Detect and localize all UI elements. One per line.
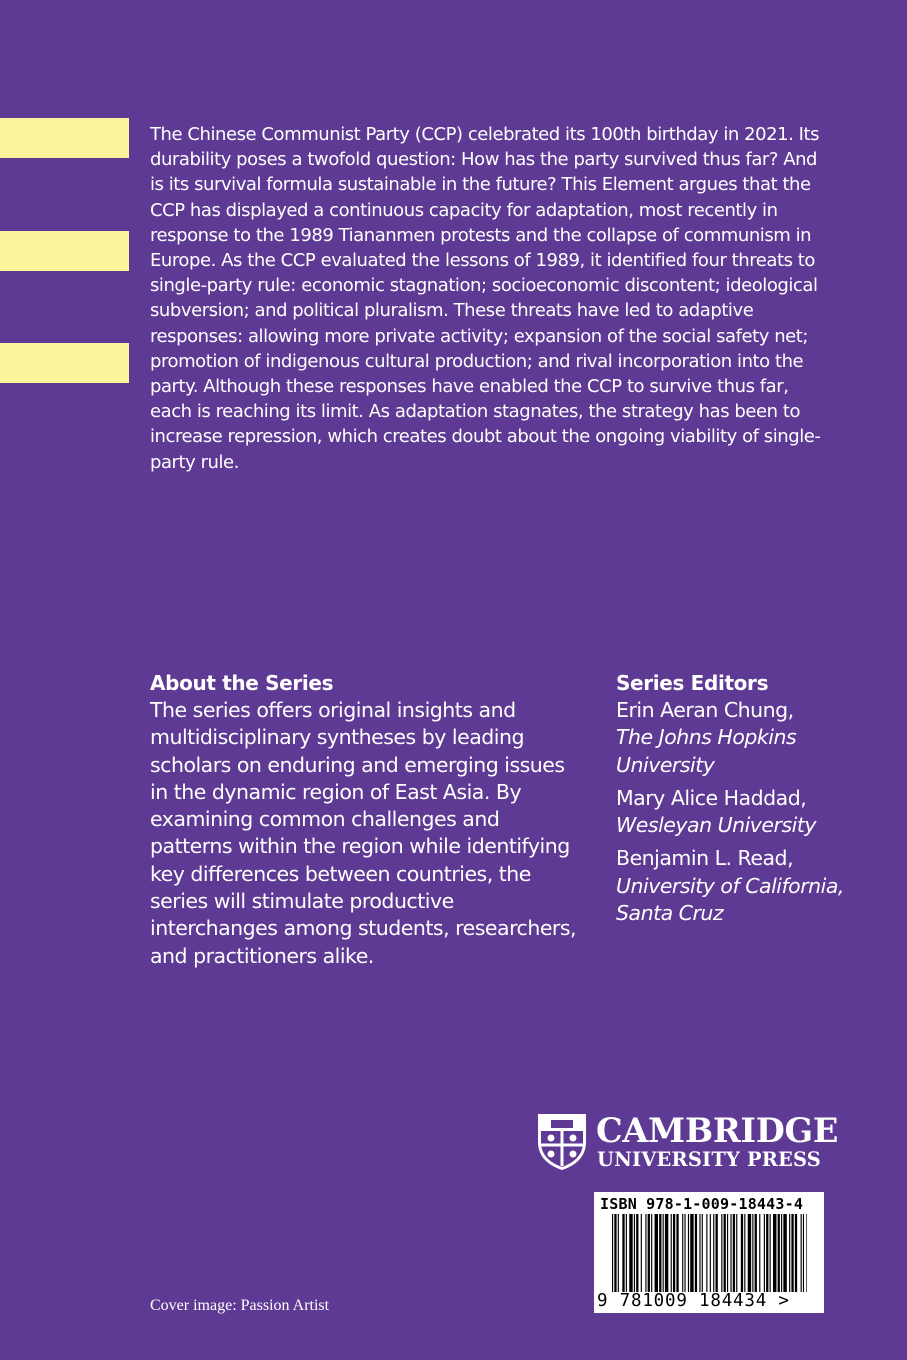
series-editors-section [616,670,856,933]
accent-band-3 [0,343,129,383]
series-editors-heading: Series Editors [616,671,769,695]
editor-name: Mary Alice Haddad, [616,785,807,810]
editor-affiliation: University of California, Santa Cruz [616,873,844,926]
barcode-digits: 9 781009 184434 > [597,1291,790,1311]
cover-image-credit: Cover image: Passion Artist [150,1297,330,1314]
publisher-name: CAMBRIDGE [596,1111,839,1150]
editor-entry [616,697,856,779]
accent-band-1 [0,118,129,158]
book-description: The Chinese Communist Party (CCP) celebrated its 100th birthday in 2021. Its durability poses a twofold question: How has the party survived thus far? And is its survival formula sustainable in the future? This Element argues that the CCP has displayed a continuous capacity for adaptation, most recently in response to the 1989 Tiananmen protests and the collapse of communism in Europe. As the CCP evaluated the lessons of 1989, it identified four threats to single-party rule: economic stagnation; socioeconomic discontent; ideological subversion; and political pluralism. These threats have led to adaptive responses: allowing more private activity; expansion of the social safety net; promotion of indigenous cultural production; and rival incorporation into the party. Although these responses have enabled the CCP to survive thus far, each is reaching its limit. As adaptation stagnates, the strategy has been to increase repression, which creates doubt about the ongoing viability of single-party rule. [150,124,821,473]
editor-name: Erin Aeran Chung, [616,698,794,722]
editor-entry [616,785,856,840]
editor-entry [616,845,856,927]
cambridge-shield-icon [536,1112,588,1172]
isbn-barcode [594,1192,824,1313]
editor-name: Benjamin L. Read, [616,846,794,871]
about-series-heading: About the Series [150,671,334,695]
editor-affiliation: Wesleyan University [616,813,816,838]
publisher-logo [536,1111,839,1174]
publisher-subname: UNIVERSITY PRESS [597,1148,821,1171]
barcode-icon [612,1214,807,1292]
editor-affiliation: The Johns Hopkins University [616,725,797,777]
accent-band-2 [0,231,129,271]
about-series-section [150,670,580,970]
about-series-text: The series offers original insights and multidisciplinary syntheses by leading scholars on enduring and emerging issues in the dynamic region of East Asia. By examining common challenges and patterns within the region while identifying key differences between countries, the series will stimulate productive interchanges among students, researchers, and practitioners alike. [150,698,577,968]
isbn-label: ISBN 978-1-009-18443-4 [600,1195,804,1213]
